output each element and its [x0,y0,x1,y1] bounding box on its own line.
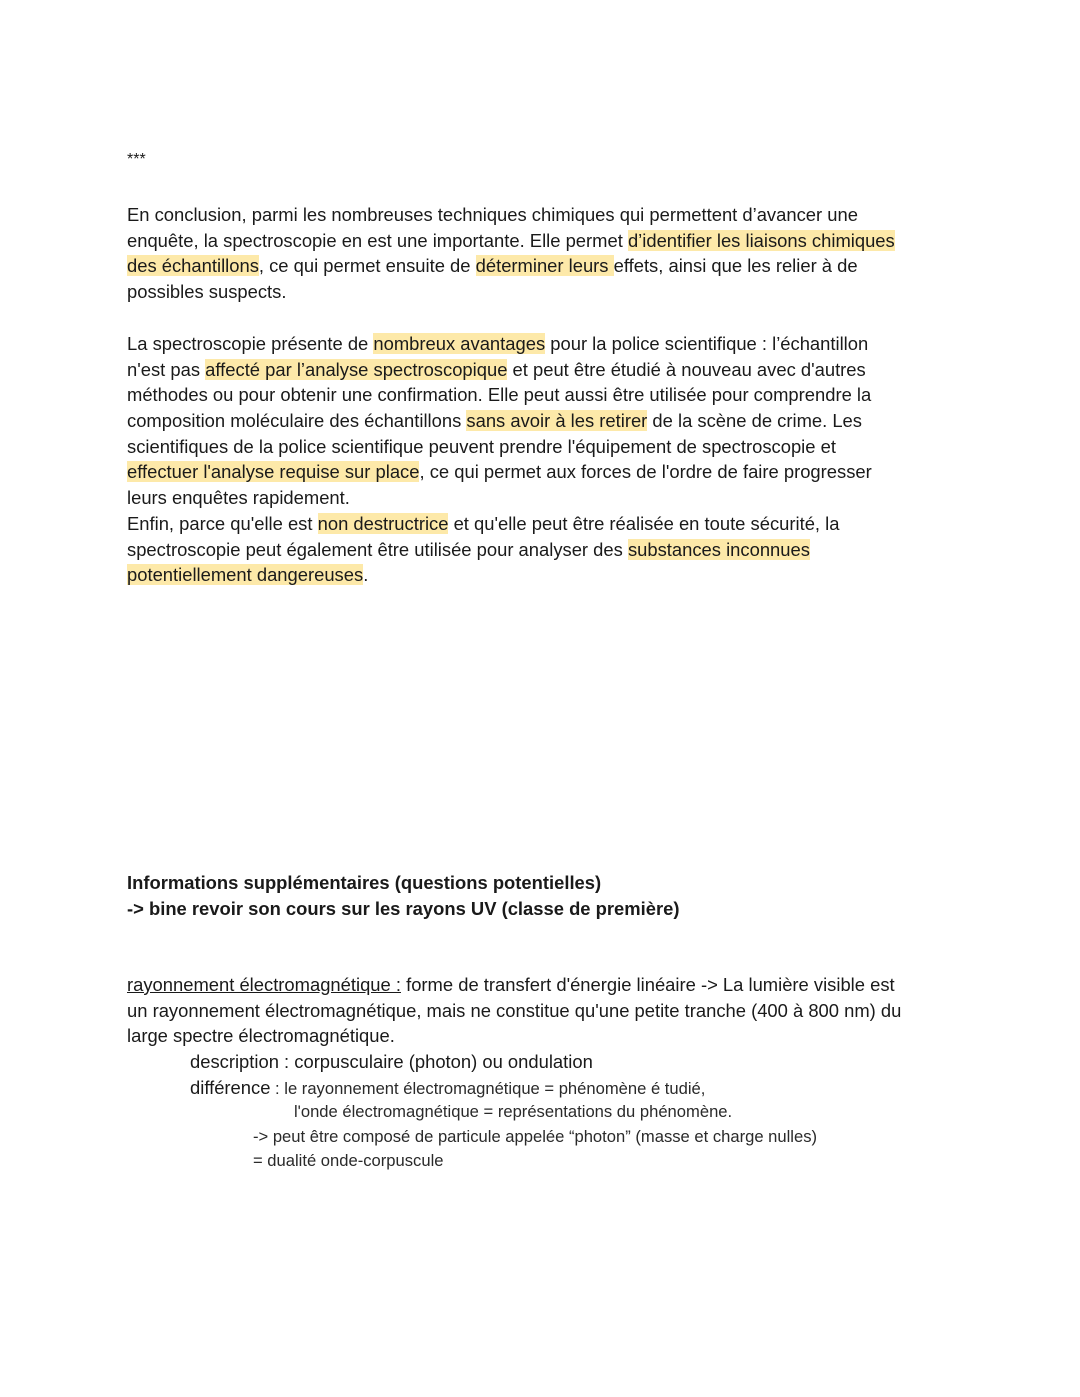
advantages-paragraph [127,331,957,588]
difference-line: différence : le rayonnement électromagnétique = phénomène é tudié, [190,1076,706,1098]
highlight: substances inconnues [627,538,810,560]
conclusion-line-1: En conclusion, parmi les nombreuses techniques chimiques qui permettent d’avancer une [127,204,858,225]
definition-block [127,972,967,1174]
highlight: affecté par l’analyse spectroscopique [205,358,508,380]
conclusion-paragraph [127,202,957,305]
advantages-line-2: n'est pas affecté par l’analyse spectroscopique et peut être étudié à nouveau avec d'autres [127,358,866,380]
highlight: d’identifier les liaisons chimiques [627,229,895,251]
advantages-line-10: potentiellement dangereuses. [127,564,369,586]
definition-line-3: large spectre électromagnétique. [127,1025,395,1047]
extra-info-heading [127,870,957,921]
extra-heading-line-2: -> bine revoir son cours sur les rayons UV (classe de première) [127,897,680,919]
conclusion-line-2: enquête, la spectroscopie en est une importante. Elle permet d’identifier les liaisons chimiques [127,229,895,251]
advantages-line-8: Enfin, parce qu'elle est non destructrice et qu'elle peut être réalisée en toute sécurité, la [127,512,840,534]
definition-term: rayonnement électromagnétique : [127,974,401,995]
highlight: nombreux avantages [373,333,546,354]
highlight: potentiellement dangereuses [127,564,364,586]
highlight: des échantillons [127,255,259,277]
advantages-line-1: La spectroscopie présente de nombreux avantages pour la police scientifique : l’échantillon [127,333,869,354]
advantages-line-3: méthodes ou pour obtenir une confirmation. Elle peut aussi être utilisée pour comprendre la [127,384,872,406]
advantages-line-6: effectuer l'analyse requise sur place, ce qui permet aux forces de l'ordre de faire progresser [127,461,872,483]
extra-heading-line-1: Informations supplémentaires (questions potentielles) [127,872,602,893]
photon-line: -> peut être composé de particule appelée “photon” (masse et charge nulles) [253,1126,818,1146]
highlight: sans avoir à les retirer [466,410,648,432]
highlight: effectuer l'analyse requise sur place [127,461,420,483]
advantages-line-5: scientifiques de la police scientifique peuvent prendre l'équipement de spectroscopie et [127,435,836,457]
description-line: description : corpusculaire (photon) ou ondulation [190,1051,593,1073]
advantages-line-7: leurs enquêtes rapidement. [127,487,350,509]
advantages-line-4: composition moléculaire des échantillons sans avoir à les retirer de la scène de crime. Les [127,410,862,432]
advantages-line-9: spectroscopie peut également être utilisée pour analyser des substances inconnues [127,538,810,560]
highlight: déterminer leurs [475,255,614,277]
highlight: non destructrice [317,512,449,534]
duality-line: = dualité onde-corpuscule [253,1151,444,1171]
separator: *** [127,151,146,168]
conclusion-line-4: possibles suspects. [127,281,287,303]
definition-line-2: un rayonnement électromagnétique, mais ne constitue qu'une petite tranche (400 à 800 nm) du [127,999,902,1021]
conclusion-line-3: des échantillons, ce qui permet ensuite de déterminer leurs effets, ainsi que les relier à de [127,255,858,277]
definition-line-1: rayonnement électromagnétique : forme de transfert d'énergie linéaire -> La lumière visible est [127,974,895,995]
difference-line-2: l'onde électromagnétique = représentations du phénomène. [294,1102,733,1122]
